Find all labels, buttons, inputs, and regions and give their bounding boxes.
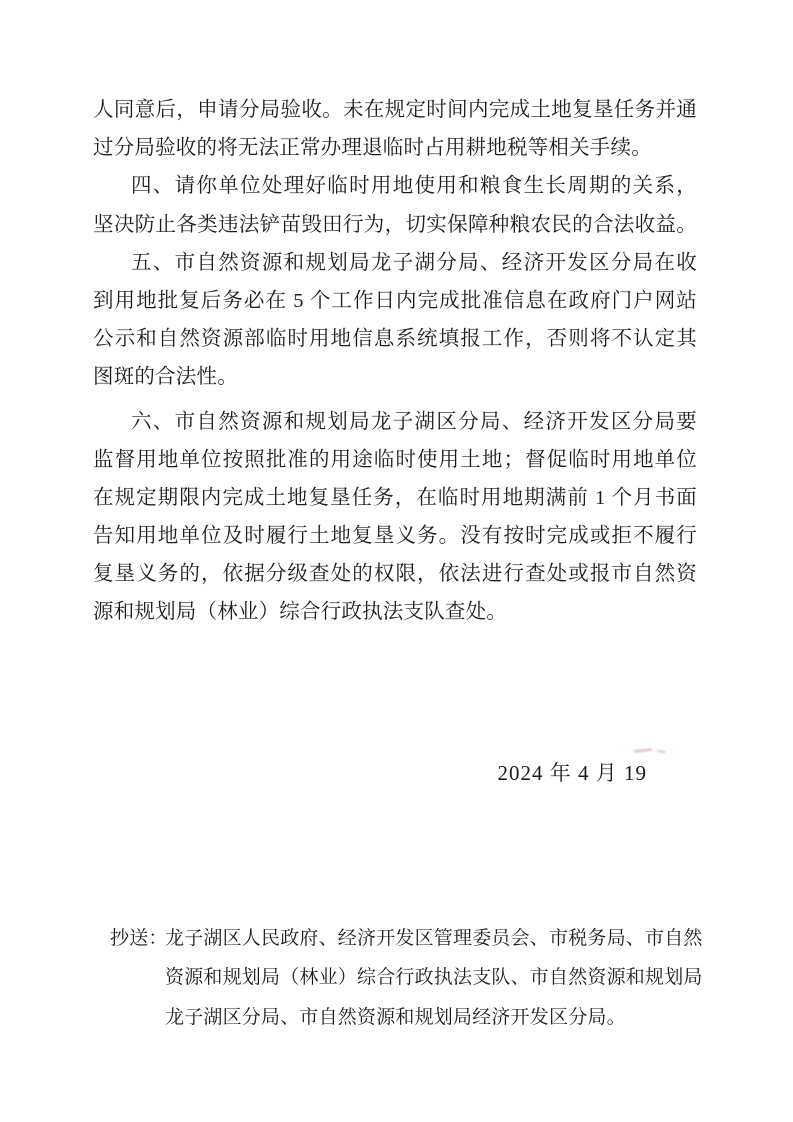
body-line: 过分局验收的将无法正常办理退临时占用耕地税等相关手续。 xyxy=(93,137,652,160)
document-body xyxy=(93,91,697,632)
copy-to-block xyxy=(110,919,703,1037)
copy-to-line: 资源和规划局（林业）综合行政执法支队、市自然资源和规划局 xyxy=(165,967,703,989)
seal-remnant-mark xyxy=(657,749,666,754)
body-line: 监督用地单位按照批准的用途临时使用土地；督促临时用地单位 xyxy=(93,448,697,471)
copy-to-line xyxy=(110,919,703,958)
body-line: 图斑的合法性。 xyxy=(93,366,238,389)
body-line: 到用地批复后务必在 5 个工作日内完成批准信息在政府门户网站 xyxy=(93,289,697,312)
body-line: 源和规划局（林业）综合行政执法支队查处。 xyxy=(93,601,507,624)
body-line: 坚决防止各类违法铲苗毁田行为，切实保障种粮农民的合法收益。 xyxy=(93,213,697,236)
body-line: 六、市自然资源和规划局龙子湖区分局、经济开发区分局要 xyxy=(131,410,697,433)
copy-to-text: 龙子湖区人民政府、经济开发区管理委员会、市税务局、市自然 xyxy=(165,928,703,949)
copy-to-line: 龙子湖区分局、市自然资源和规划局经济开发区分局。 xyxy=(165,1006,626,1028)
body-line: 公示和自然资源部临时用地信息系统填报工作，否则将不认定其 xyxy=(93,328,697,351)
body-line: 复垦义务的，依据分级查处的权限，依法进行查处或报市自然资 xyxy=(93,563,697,586)
body-line: 四、请你单位处理好临时用地使用和粮食生长周期的关系， xyxy=(131,175,697,198)
body-line: 人同意后，申请分局验收。未在规定时间内完成土地复垦任务并通 xyxy=(93,99,697,121)
body-line: 告知用地单位及时履行土地复垦义务。没有按时完成或拒不履行 xyxy=(93,525,697,548)
seal-remnant-mark xyxy=(634,748,652,753)
body-line: 在规定期限内完成土地复垦任务，在临时用地期满前 1 个月书面 xyxy=(93,486,697,509)
copy-to-label: 抄送： xyxy=(110,928,168,949)
date-line: 2024 年 4 月 19 xyxy=(497,761,647,785)
body-line: 五、市自然资源和规划局龙子湖分局、经济开发区分局在收 xyxy=(131,251,697,274)
